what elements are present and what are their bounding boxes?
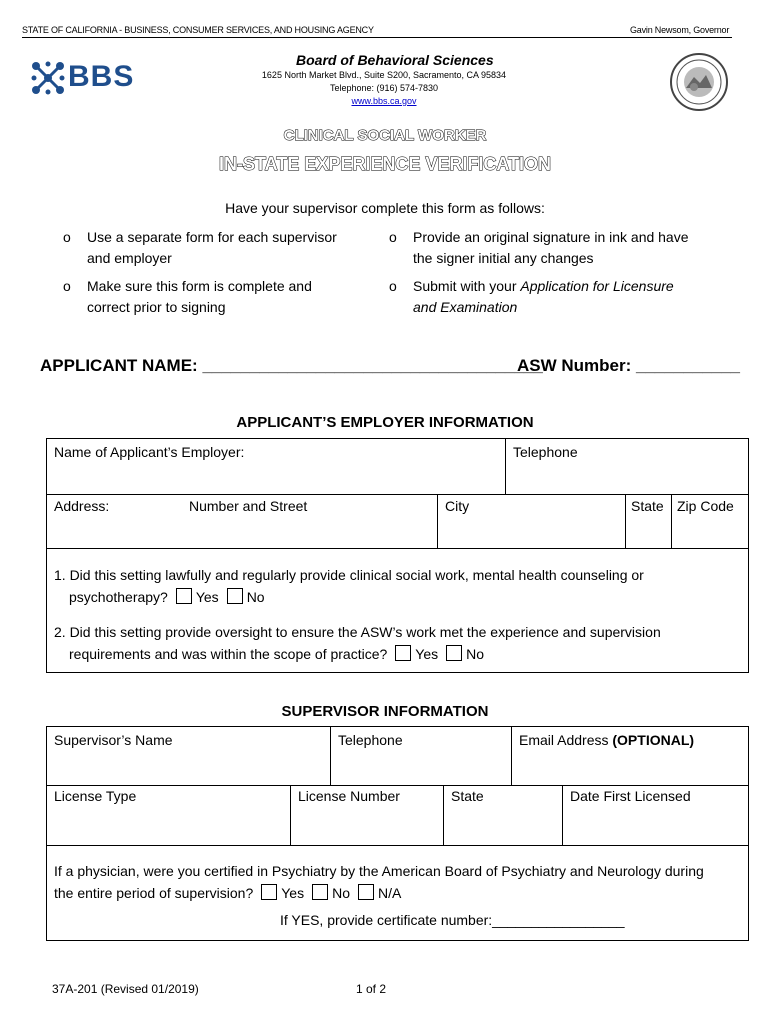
governor-line: Gavin Newsom, Governor [630, 25, 730, 35]
form-id: 37A-201 (Revised 01/2019) [52, 982, 199, 996]
supervisor-telephone-input[interactable]: Telephone [338, 732, 403, 748]
q2-yes-checkbox[interactable] [395, 645, 411, 661]
agency-line: STATE OF CALIFORNIA - BUSINESS, CONSUMER SERVICES, AND HOUSING AGENCY [22, 25, 374, 35]
employer-section-title: APPLICANT’S EMPLOYER INFORMATION [236, 414, 534, 431]
license-state-input[interactable]: State [451, 788, 484, 804]
certificate-number-field[interactable]: If YES, provide certificate number:_________________ [280, 912, 625, 928]
website-link[interactable]: www.bbs.ca.gov [351, 96, 417, 106]
date-first-licensed-input[interactable]: Date First Licensed [570, 788, 691, 804]
employer-telephone-input[interactable]: Telephone [513, 444, 578, 460]
instruction-item: o Make sure this form is complete and correct prior to signing [63, 278, 312, 315]
instructions-intro: Have your supervisor complete this form as follows: [225, 200, 545, 216]
supervisor-section-title: SUPERVISOR INFORMATION [281, 703, 489, 720]
board-address: 1625 North Market Blvd., Suite S200, Sacramento, CA 95834 [261, 70, 507, 80]
instruction-item: o Use a separate form for each supervisor and employer [63, 229, 337, 266]
question-1: 1. Did this setting lawfully and regularly provide clinical social work, mental health counseling or psychotherapy? Yes No [54, 567, 644, 605]
form-title-line1: CLINICAL SOCIAL WORKER [283, 127, 487, 144]
license-number-input[interactable]: License Number [298, 788, 400, 804]
header-rule [22, 37, 732, 38]
page-number: 1 of 2 [356, 982, 387, 996]
license-type-input[interactable]: License Type [54, 788, 137, 804]
q2-no-checkbox[interactable] [446, 645, 462, 661]
form-title-line2: IN-STATE EXPERIENCE VERIFICATION [218, 154, 552, 174]
q1-no-checkbox[interactable] [227, 588, 243, 604]
employer-state-input[interactable]: State [631, 498, 664, 514]
applicant-name-field[interactable]: APPLICANT NAME: ____________________________________ [40, 356, 543, 375]
supervisor-name-input[interactable]: Supervisor’s Name [54, 732, 173, 748]
instruction-item: o Provide an original signature in ink and have the signer initial any changes [389, 229, 689, 266]
employer-name-input[interactable]: Name of Applicant’s Employer: [54, 444, 245, 460]
asw-number-field[interactable]: ASW Number: ___________ [517, 356, 741, 375]
logo-text: BBS [68, 60, 135, 93]
bbs-logo-icon [30, 60, 66, 96]
employer-zip-input[interactable]: Zip Code [677, 498, 734, 514]
employer-address-label: Address: [54, 498, 110, 514]
employer-street-input[interactable]: Number and Street [189, 498, 308, 514]
physician-na-checkbox[interactable] [358, 884, 374, 900]
question-2: 2. Did this setting provide oversight to ensure the ASW’s work met the experience and supervision requirements and was within the scope of practice? Yes No [54, 624, 661, 662]
physician-yes-checkbox[interactable] [261, 884, 277, 900]
state-seal-icon [670, 53, 728, 111]
employer-city-input[interactable]: City [445, 498, 470, 514]
instruction-item: o Submit with your Application for Licensure and Examination [389, 278, 674, 315]
board-telephone: Telephone: (916) 574-7830 [329, 83, 439, 93]
board-name: Board of Behavioral Sciences [296, 52, 494, 68]
physician-question: If a physician, were you certified in Psychiatry by the American Board of Psychiatry and Neurology during the entire period of supervision? Yes No N/A [54, 863, 704, 901]
supervisor-email-input[interactable]: Email Address (OPTIONAL) [519, 732, 695, 748]
physician-no-checkbox[interactable] [312, 884, 328, 900]
q1-yes-checkbox[interactable] [176, 588, 192, 604]
